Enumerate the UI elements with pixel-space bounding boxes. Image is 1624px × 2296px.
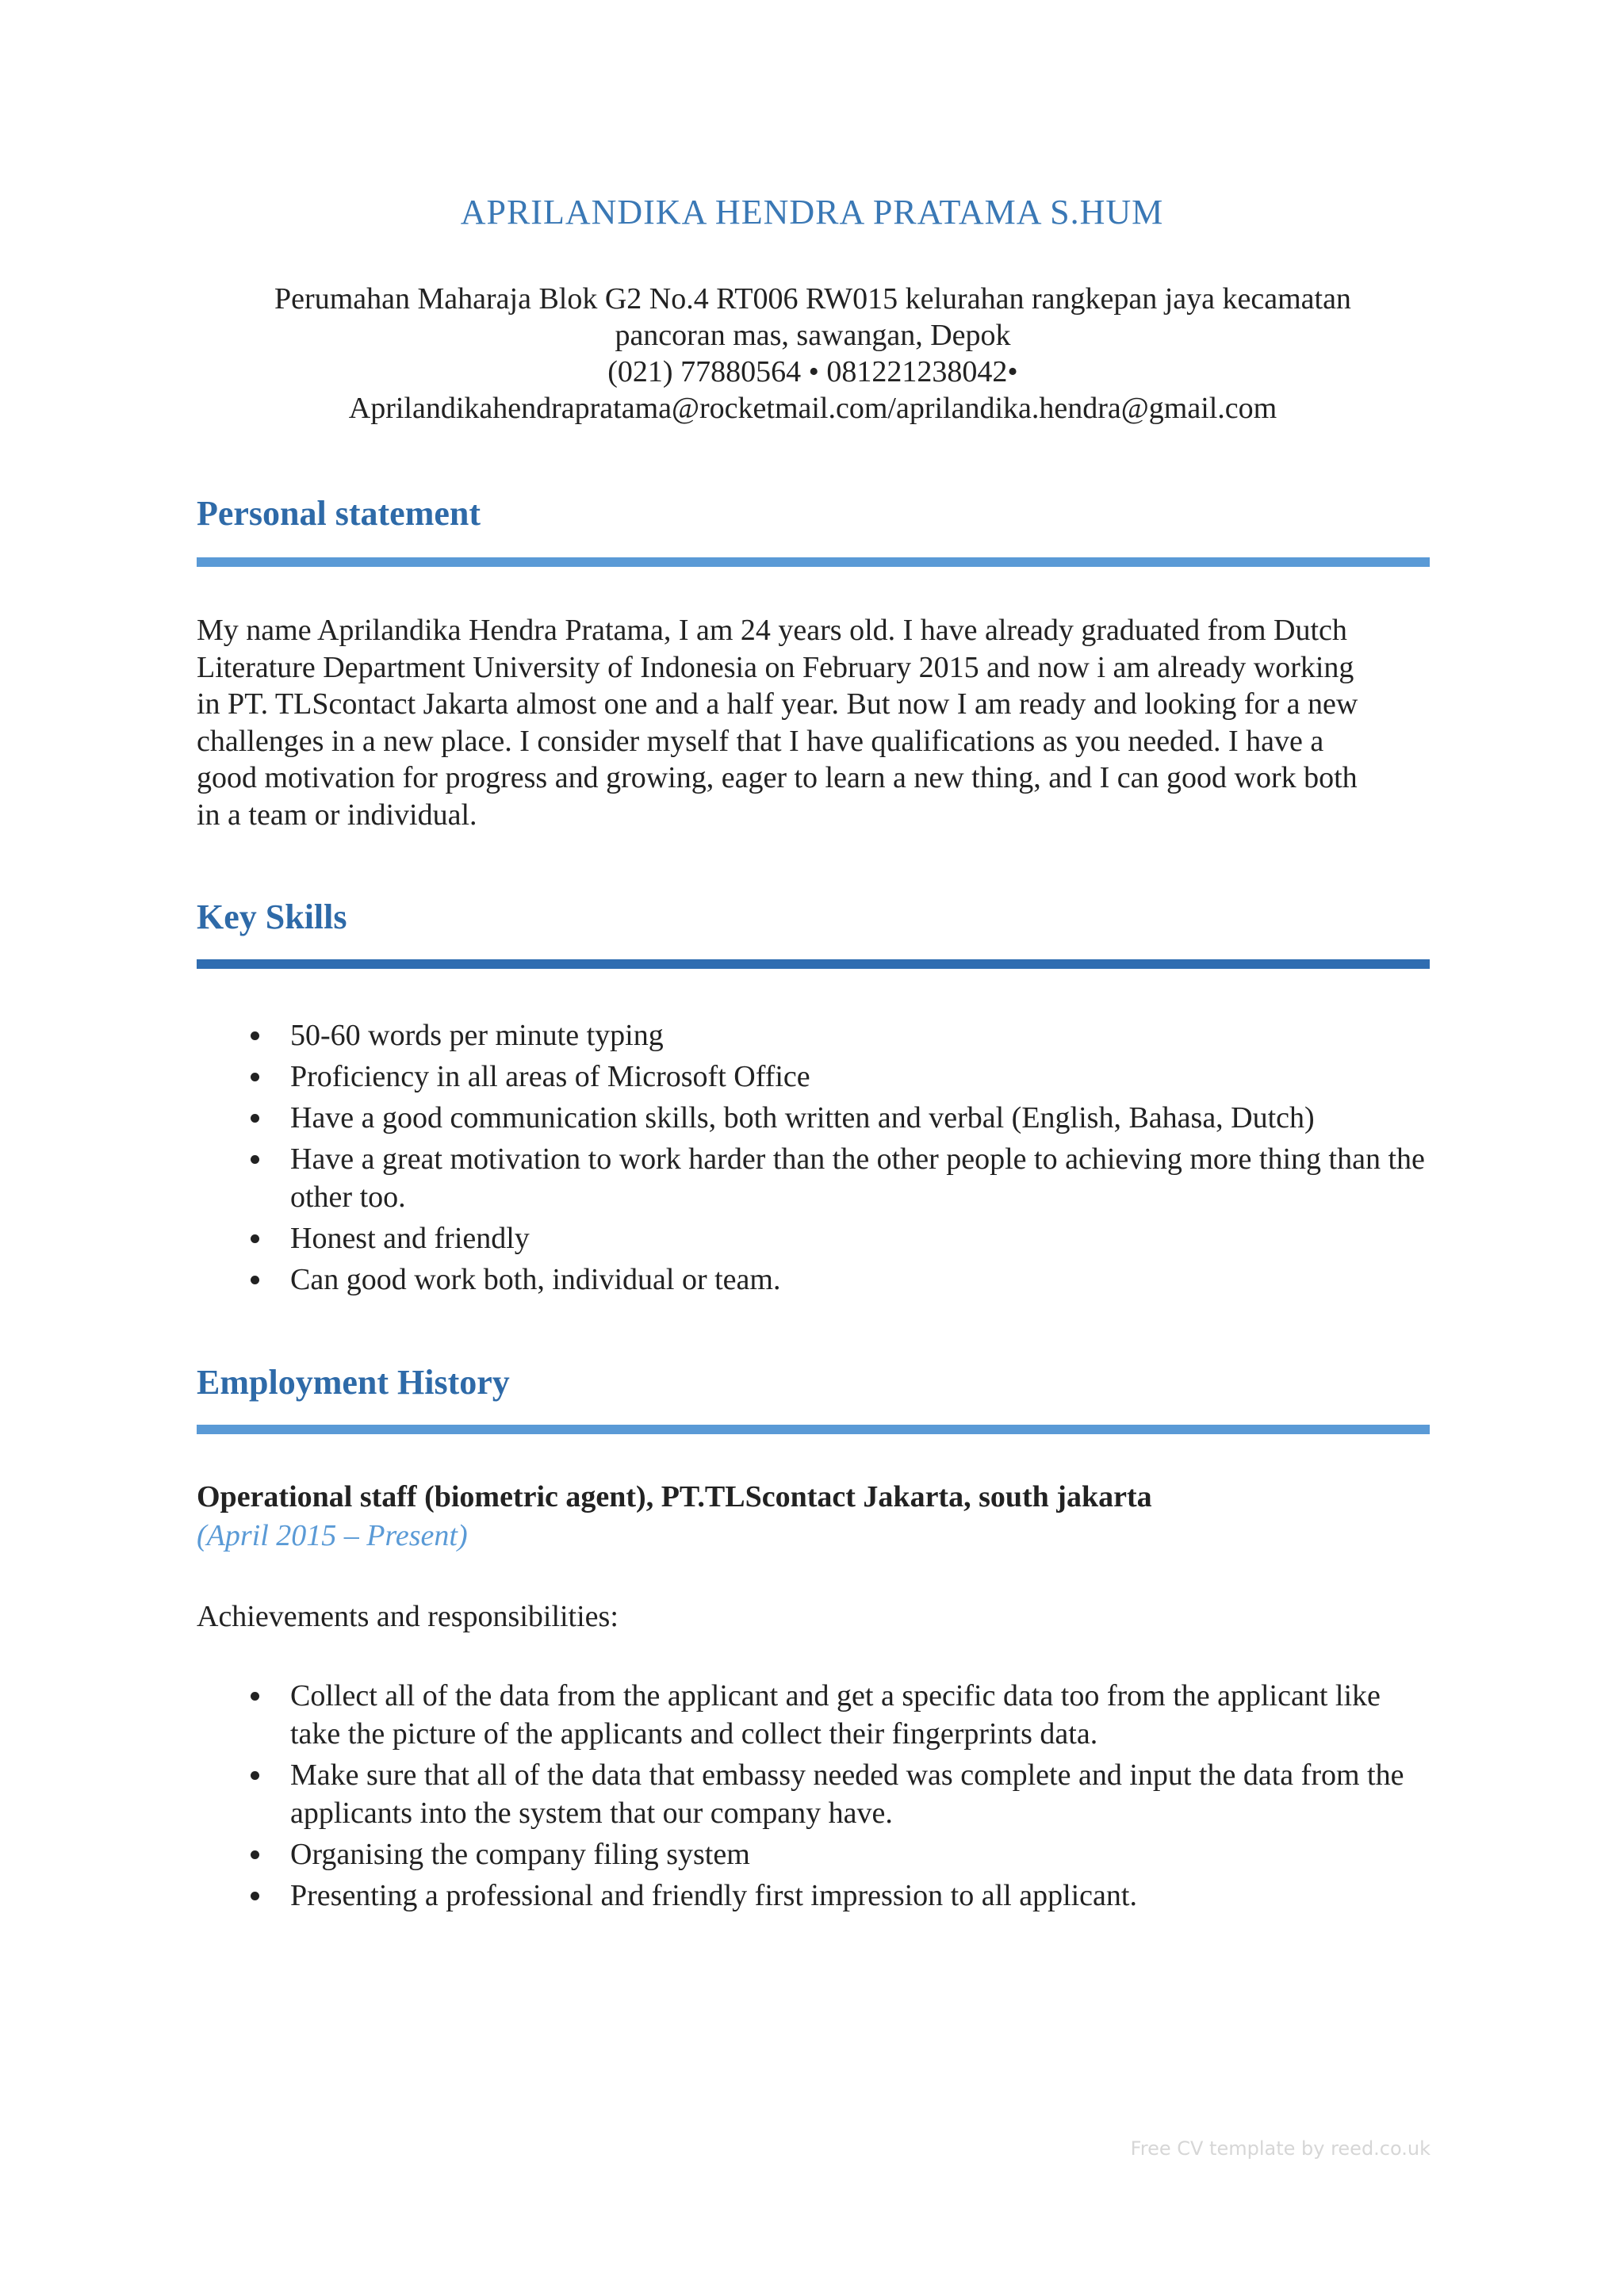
list-item	[197, 1140, 1430, 1216]
bullet-icon	[251, 1114, 259, 1123]
list-item	[197, 1219, 1430, 1257]
bullet-icon	[251, 1073, 259, 1081]
cv-name: APRILANDIKA HENDRA PRATAMA S.HUM	[460, 193, 1164, 232]
key-skills-divider	[197, 959, 1430, 969]
key-skills-list	[197, 1016, 1430, 1302]
list-item	[197, 1877, 1430, 1915]
skill-text: Have a good communication skills, both written and verbal (English, Bahasa, Dutch)	[290, 1101, 1315, 1135]
job-title: Operational staff (biometric agent), PT.TLScontact Jakarta, south jakarta	[197, 1480, 1152, 1513]
skill-text: Honest and friendly	[290, 1222, 530, 1255]
skill-text: 50-60 words per minute typing	[290, 1019, 664, 1052]
footer-credit: Free CV template by reed.co.uk	[1130, 2137, 1431, 2160]
responsibility-text: Collect all of the data from the applicant and get a specific data too from the applicant like take the picture of the applicants and collect their fingerprints data.	[290, 1679, 1381, 1751]
bullet-icon	[251, 1892, 259, 1900]
list-item	[197, 1756, 1430, 1832]
bullet-icon	[251, 1850, 259, 1859]
bullet-icon	[251, 1692, 259, 1701]
statement-line: in a team or individual.	[197, 798, 477, 832]
responsibility-text: Presenting a professional and friendly first impression to all applicant.	[290, 1879, 1137, 1912]
statement-line: in PT. TLScontact Jakarta almost one and a half year. But now I am ready and looking for a new	[197, 687, 1358, 721]
employment-history-divider	[197, 1425, 1430, 1434]
bullet-icon	[251, 1031, 259, 1040]
responsibilities-list	[197, 1677, 1430, 1918]
bullet-icon	[251, 1276, 259, 1284]
list-item	[197, 1261, 1430, 1299]
statement-line: good motivation for progress and growing, eager to learn a new thing, and I can good work both	[197, 761, 1358, 794]
bullet-icon	[251, 1155, 259, 1164]
statement-line: Literature Department University of Indonesia on February 2015 and now i am already working	[197, 650, 1354, 684]
personal-statement-text	[197, 612, 1430, 833]
statement-line: challenges in a new place. I consider myself that I have qualifications as you needed. I have a	[197, 724, 1324, 758]
list-item	[197, 1835, 1430, 1873]
address-line-2: pancoran mas, sawangan, Depok	[615, 319, 1011, 352]
job-dates: (April 2015 – Present)	[197, 1519, 468, 1552]
personal-statement-heading: Personal statement	[197, 494, 481, 533]
responsibility-text: Make sure that all of the data that embassy needed was complete and input the data from the applicants into the system that our company have.	[290, 1758, 1404, 1830]
personal-statement-divider	[197, 557, 1430, 567]
list-item	[197, 1058, 1430, 1096]
address-line-1: Perumahan Maharaja Blok G2 No.4 RT006 RW015 kelurahan rangkepan jaya kecamatan	[274, 282, 1351, 316]
skill-text: Proficiency in all areas of Microsoft Office	[290, 1060, 810, 1093]
list-item	[197, 1016, 1430, 1054]
phone-line: (021) 77880564 • 081221238042•	[607, 355, 1018, 388]
bullet-icon	[251, 1234, 259, 1243]
employment-history-heading: Employment History	[197, 1363, 510, 1402]
statement-line: My name Aprilandika Hendra Pratama, I am 24 years old. I have already graduated from Dutch	[197, 614, 1347, 647]
list-item	[197, 1677, 1430, 1753]
contact-block	[198, 281, 1427, 427]
skill-text: Have a great motivation to work harder than the other people to achieving more thing than the other too.	[290, 1142, 1425, 1214]
bullet-icon	[251, 1771, 259, 1780]
list-item	[197, 1099, 1430, 1137]
skill-text: Can good work both, individual or team.	[290, 1263, 781, 1296]
responsibility-text: Organising the company filing system	[290, 1838, 750, 1871]
key-skills-heading: Key Skills	[197, 897, 347, 936]
achievements-label: Achievements and responsibilities:	[197, 1600, 619, 1633]
email-line: Aprilandikahendrapratama@rocketmail.com/aprilandika.hendra@gmail.com	[348, 392, 1277, 425]
